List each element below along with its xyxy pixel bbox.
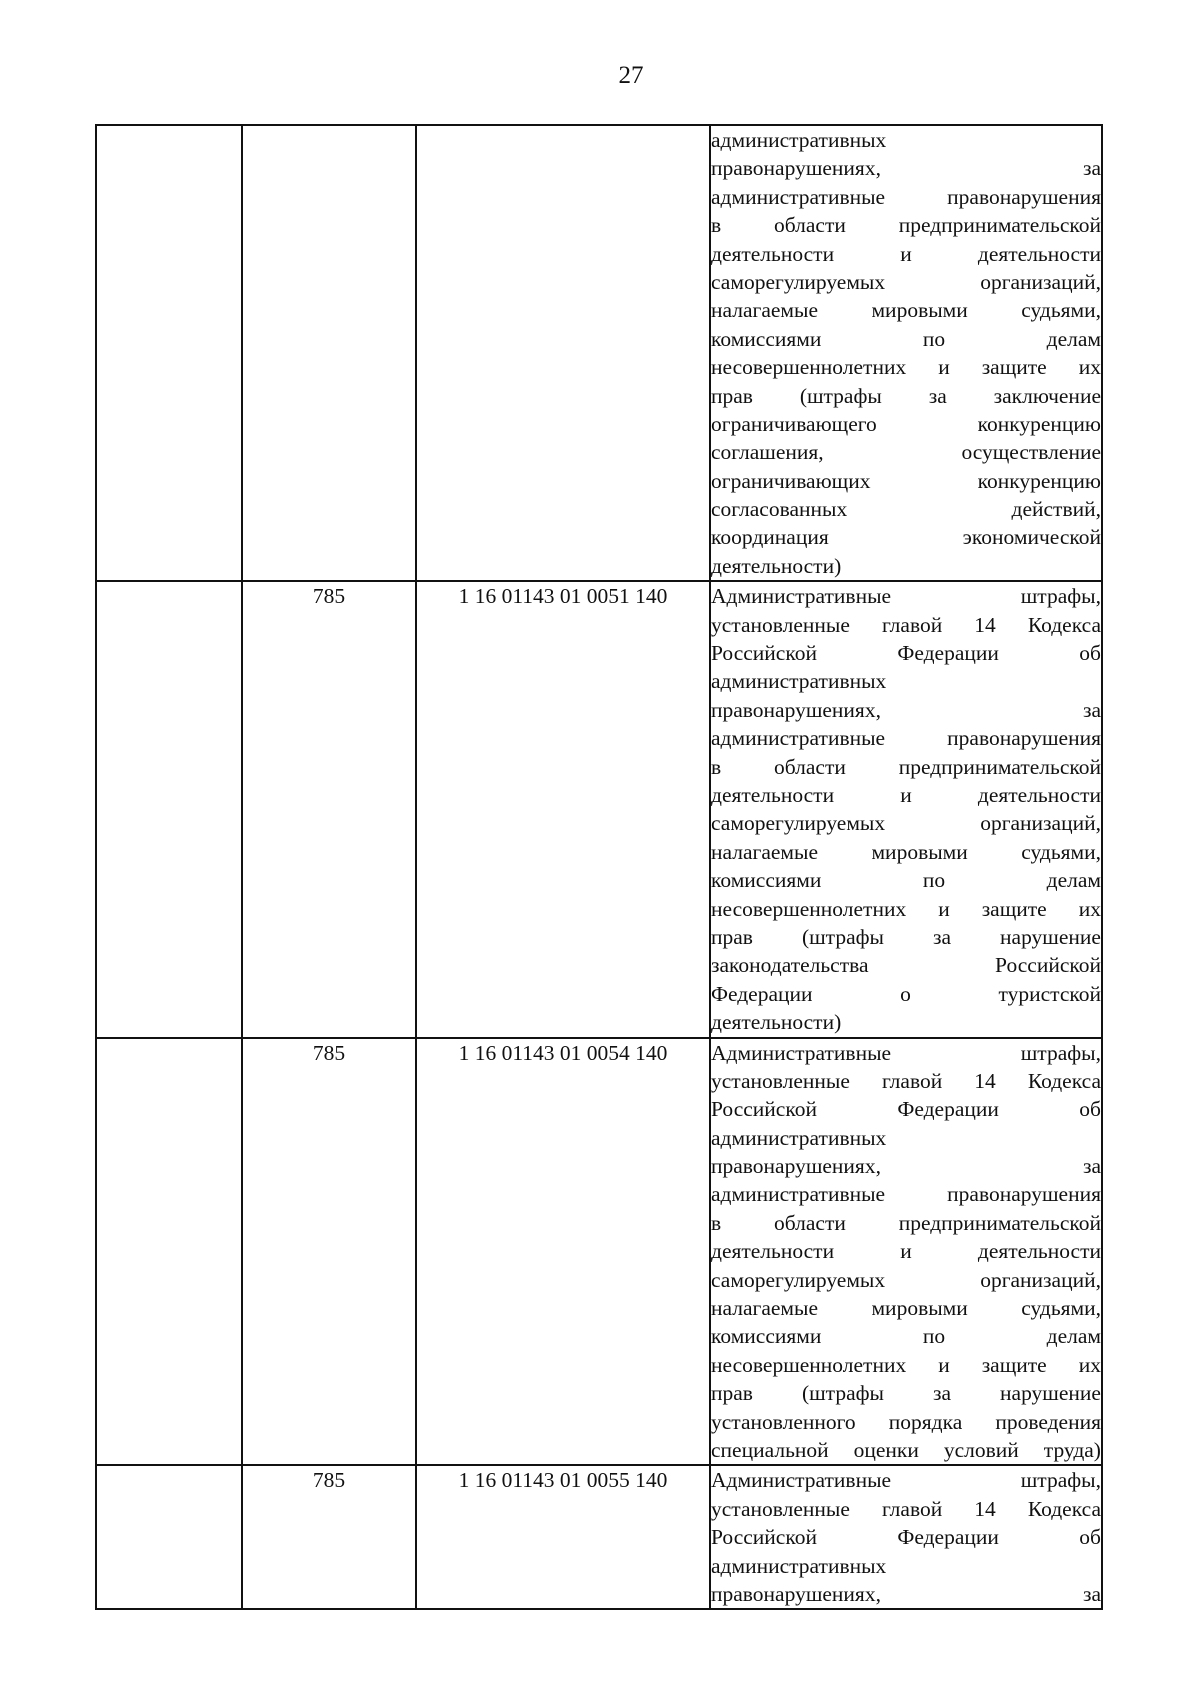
description-line bbox=[711, 240, 1101, 268]
empty-cell bbox=[96, 1038, 242, 1466]
description-word: действий, bbox=[1011, 497, 1101, 522]
description-word: деятельности bbox=[977, 782, 1101, 807]
budget-classification-code-cell: 1 16 01143 01 0054 140 bbox=[416, 1038, 710, 1466]
admin-code-cell: 785 bbox=[242, 1038, 416, 1466]
budget-classification-code-cell bbox=[416, 125, 710, 581]
description-line bbox=[711, 552, 1101, 580]
description-word: за bbox=[933, 1381, 952, 1406]
description-word: организаций, bbox=[980, 269, 1101, 294]
description-line bbox=[711, 353, 1101, 381]
description-line bbox=[711, 1580, 1101, 1608]
description-word: комиссиями bbox=[711, 326, 822, 351]
description-word: конкуренцию bbox=[977, 468, 1101, 493]
description-word: административных bbox=[711, 1125, 887, 1150]
description-line bbox=[711, 838, 1101, 866]
description-word: предпринимательской bbox=[898, 754, 1101, 779]
description-cell bbox=[710, 1038, 1102, 1466]
description-word: Кодекса bbox=[1027, 1496, 1101, 1521]
description-line bbox=[711, 1180, 1101, 1208]
description-word: деятельности bbox=[711, 241, 835, 266]
description-word: делам bbox=[1046, 1324, 1101, 1349]
description-word: (штрафы bbox=[799, 383, 882, 408]
description-line bbox=[711, 467, 1101, 495]
description-word: об bbox=[1079, 641, 1101, 666]
description-word: судьями, bbox=[1021, 298, 1101, 323]
description-word: несовершеннолетних bbox=[711, 1352, 907, 1377]
description-word: за bbox=[1082, 156, 1101, 181]
description-word: главой bbox=[881, 1496, 943, 1521]
description-word: мировыми bbox=[871, 1296, 968, 1321]
description-line bbox=[711, 1209, 1101, 1237]
description-word: их bbox=[1078, 1352, 1101, 1377]
description-word: правонарушения bbox=[947, 726, 1101, 751]
description-word: Кодекса bbox=[1027, 612, 1101, 637]
description-word: саморегулируемых bbox=[711, 269, 886, 294]
description-word: Административные bbox=[711, 584, 892, 609]
table-body bbox=[96, 125, 1102, 1609]
description-word: административные bbox=[711, 1182, 886, 1207]
description-line bbox=[711, 1124, 1101, 1152]
page-number: 27 bbox=[618, 62, 644, 89]
description-word: прав bbox=[711, 383, 753, 408]
description-word: административных bbox=[711, 1553, 887, 1578]
description-word: саморегулируемых bbox=[711, 1267, 886, 1292]
admin-code-cell bbox=[242, 125, 416, 581]
description-word: 14 bbox=[974, 612, 996, 637]
table-row bbox=[96, 581, 1102, 1037]
description-word: 14 bbox=[974, 1496, 996, 1521]
description-word: мировыми bbox=[871, 839, 968, 864]
description-word: деятельности bbox=[711, 1239, 835, 1264]
empty-cell bbox=[96, 1465, 242, 1609]
description-line bbox=[711, 268, 1101, 296]
description-word: по bbox=[922, 868, 946, 893]
description-line bbox=[711, 1552, 1101, 1580]
empty-cell bbox=[96, 125, 242, 581]
table-row bbox=[96, 125, 1102, 581]
description-line bbox=[711, 895, 1101, 923]
description-line bbox=[711, 1379, 1101, 1407]
description-word: по bbox=[922, 1324, 946, 1349]
description-word: саморегулируемых bbox=[711, 811, 886, 836]
description-word: Российской bbox=[711, 641, 817, 666]
description-word: туристской bbox=[998, 981, 1101, 1006]
description-word: деятельности bbox=[977, 1239, 1101, 1264]
description-line bbox=[711, 438, 1101, 466]
description-word: предпринимательской bbox=[898, 1210, 1101, 1235]
description-line bbox=[711, 667, 1101, 695]
description-line bbox=[711, 211, 1101, 239]
description-line bbox=[711, 1008, 1101, 1036]
description-word: области bbox=[773, 1210, 846, 1235]
description-word: несовершеннолетних bbox=[711, 355, 907, 380]
description-word: экономической bbox=[962, 525, 1101, 550]
description-word: и bbox=[900, 241, 912, 266]
description-word: за bbox=[928, 383, 947, 408]
description-word: деятельности bbox=[711, 782, 835, 807]
description-word: осуществление bbox=[961, 440, 1101, 465]
description-word: правонарушениях, bbox=[711, 156, 881, 181]
description-word: главой bbox=[881, 612, 943, 637]
description-word: Административные bbox=[711, 1468, 892, 1493]
description-word: административные bbox=[711, 726, 886, 751]
description-word: штрафы, bbox=[1020, 1468, 1101, 1493]
description-word: и bbox=[938, 896, 950, 921]
description-word: их bbox=[1078, 896, 1101, 921]
description-line bbox=[711, 753, 1101, 781]
description-word: делам bbox=[1046, 868, 1101, 893]
description-word: области bbox=[773, 213, 846, 238]
description-word: предпринимательской bbox=[898, 213, 1101, 238]
description-word: несовершеннолетних bbox=[711, 896, 907, 921]
description-word: координация bbox=[711, 525, 829, 550]
description-word: правонарушения bbox=[947, 1182, 1101, 1207]
description-word: за bbox=[1082, 697, 1101, 722]
description-line bbox=[711, 1436, 1101, 1464]
description-word: специальной bbox=[711, 1437, 829, 1462]
description-word: главой bbox=[881, 1068, 943, 1093]
description-word: и bbox=[938, 355, 950, 380]
description-word: Кодекса bbox=[1027, 1068, 1101, 1093]
description-word: об bbox=[1079, 1525, 1101, 1550]
budget-classification-code-cell: 1 16 01143 01 0055 140 bbox=[416, 1465, 710, 1609]
description-word: Административные bbox=[711, 1040, 892, 1065]
description-word: комиссиями bbox=[711, 868, 822, 893]
description-word: о bbox=[900, 981, 911, 1006]
description-word: налагаемые bbox=[711, 839, 819, 864]
description-word: административных bbox=[711, 128, 887, 152]
description-word: (штрафы bbox=[801, 924, 884, 949]
description-word: Федерации bbox=[897, 1097, 999, 1122]
description-word: судьями, bbox=[1021, 1296, 1101, 1321]
description-word: правонарушениях, bbox=[711, 1581, 881, 1606]
description-line bbox=[711, 582, 1101, 610]
description-line bbox=[711, 1466, 1101, 1494]
description-word: комиссиями bbox=[711, 1324, 822, 1349]
description-word: за bbox=[1082, 1581, 1101, 1606]
description-line bbox=[711, 126, 1101, 154]
description-line bbox=[711, 410, 1101, 438]
description-word: согласованных bbox=[711, 497, 848, 522]
description-word: административных bbox=[711, 669, 887, 694]
description-word: законодательства bbox=[711, 953, 869, 978]
description-cell bbox=[710, 581, 1102, 1037]
description-line bbox=[711, 154, 1101, 182]
description-word: (штрафы bbox=[801, 1381, 884, 1406]
description-word: установленные bbox=[711, 1496, 850, 1521]
description-word: условий bbox=[943, 1437, 1019, 1462]
description-line bbox=[711, 1523, 1101, 1551]
table-row bbox=[96, 1038, 1102, 1466]
description-word: правонарушениях, bbox=[711, 1154, 881, 1179]
description-line bbox=[711, 382, 1101, 410]
budget-classification-code-cell: 1 16 01143 01 0051 140 bbox=[416, 581, 710, 1037]
description-word: Федерации bbox=[897, 641, 999, 666]
description-line bbox=[711, 1408, 1101, 1436]
description-line bbox=[711, 1495, 1101, 1523]
description-word: прав bbox=[711, 924, 753, 949]
description-word: деятельности) bbox=[711, 553, 842, 578]
description-word: в bbox=[711, 1210, 722, 1235]
admin-code-cell: 785 bbox=[242, 581, 416, 1037]
description-word: Федерации bbox=[897, 1525, 999, 1550]
description-word: налагаемые bbox=[711, 298, 819, 323]
description-word: организаций, bbox=[980, 1267, 1101, 1292]
description-line bbox=[711, 1294, 1101, 1322]
description-line bbox=[711, 639, 1101, 667]
description-word: защите bbox=[981, 355, 1047, 380]
description-word: налагаемые bbox=[711, 1296, 819, 1321]
description-word: и bbox=[900, 1239, 912, 1264]
description-word: установленные bbox=[711, 612, 850, 637]
description-word: Федерации bbox=[711, 981, 813, 1006]
description-line bbox=[711, 1322, 1101, 1350]
description-line bbox=[711, 781, 1101, 809]
description-word: области bbox=[773, 754, 846, 779]
description-line bbox=[711, 809, 1101, 837]
description-word: по bbox=[922, 326, 946, 351]
description-line bbox=[711, 183, 1101, 211]
description-line bbox=[711, 325, 1101, 353]
description-word: защите bbox=[981, 1352, 1047, 1377]
description-word: деятельности) bbox=[711, 1010, 842, 1035]
description-word: 14 bbox=[974, 1068, 996, 1093]
description-line bbox=[711, 611, 1101, 639]
description-word: судьями, bbox=[1021, 839, 1101, 864]
description-word: Российской bbox=[995, 953, 1101, 978]
description-cell bbox=[710, 125, 1102, 581]
description-word: ограничивающего bbox=[711, 411, 877, 436]
description-line bbox=[711, 1039, 1101, 1067]
description-word: их bbox=[1078, 355, 1101, 380]
description-word: оценки bbox=[853, 1437, 919, 1462]
description-word: в bbox=[711, 213, 722, 238]
description-word: порядка bbox=[888, 1409, 963, 1434]
description-word: проведения bbox=[995, 1409, 1101, 1434]
description-word: правонарушениях, bbox=[711, 697, 881, 722]
description-line bbox=[711, 724, 1101, 752]
description-word: прав bbox=[711, 1381, 753, 1406]
description-word: заключение bbox=[993, 383, 1101, 408]
description-line bbox=[711, 1067, 1101, 1095]
description-line bbox=[711, 951, 1101, 979]
table-row bbox=[96, 1465, 1102, 1609]
description-word: административные bbox=[711, 184, 886, 209]
description-line bbox=[711, 866, 1101, 894]
description-line bbox=[711, 923, 1101, 951]
description-word: Российской bbox=[711, 1097, 817, 1122]
description-word: мировыми bbox=[871, 298, 968, 323]
description-word: делам bbox=[1046, 326, 1101, 351]
description-word: соглашения, bbox=[711, 440, 824, 465]
description-word: нарушение bbox=[1000, 1381, 1101, 1406]
description-word: штрафы, bbox=[1020, 584, 1101, 609]
description-line bbox=[711, 1152, 1101, 1180]
description-word: установленные bbox=[711, 1068, 850, 1093]
description-word: деятельности bbox=[977, 241, 1101, 266]
description-word: защите bbox=[981, 896, 1047, 921]
description-word: штрафы, bbox=[1020, 1040, 1101, 1065]
description-word: за bbox=[933, 924, 952, 949]
description-word: организаций, bbox=[980, 811, 1101, 836]
description-word: конкуренцию bbox=[977, 411, 1101, 436]
description-cell bbox=[710, 1465, 1102, 1609]
description-word: Российской bbox=[711, 1525, 817, 1550]
description-word: правонарушения bbox=[947, 184, 1101, 209]
budget-code-table bbox=[95, 124, 1103, 1610]
description-word: об bbox=[1079, 1097, 1101, 1122]
description-word: в bbox=[711, 754, 722, 779]
description-line bbox=[711, 1095, 1101, 1123]
description-word: и bbox=[938, 1352, 950, 1377]
description-line bbox=[711, 980, 1101, 1008]
empty-cell bbox=[96, 581, 242, 1037]
description-line bbox=[711, 495, 1101, 523]
admin-code-cell: 785 bbox=[242, 1465, 416, 1609]
description-line bbox=[711, 1266, 1101, 1294]
description-line bbox=[711, 1237, 1101, 1265]
description-word: установленного bbox=[711, 1409, 856, 1434]
description-line bbox=[711, 696, 1101, 724]
description-word: труда) bbox=[1043, 1437, 1101, 1462]
description-word: и bbox=[900, 782, 912, 807]
description-line bbox=[711, 296, 1101, 324]
description-line bbox=[711, 1351, 1101, 1379]
description-line bbox=[711, 523, 1101, 551]
description-word: ограничивающих bbox=[711, 468, 871, 493]
description-word: за bbox=[1082, 1154, 1101, 1179]
description-word: нарушение bbox=[1000, 924, 1101, 949]
